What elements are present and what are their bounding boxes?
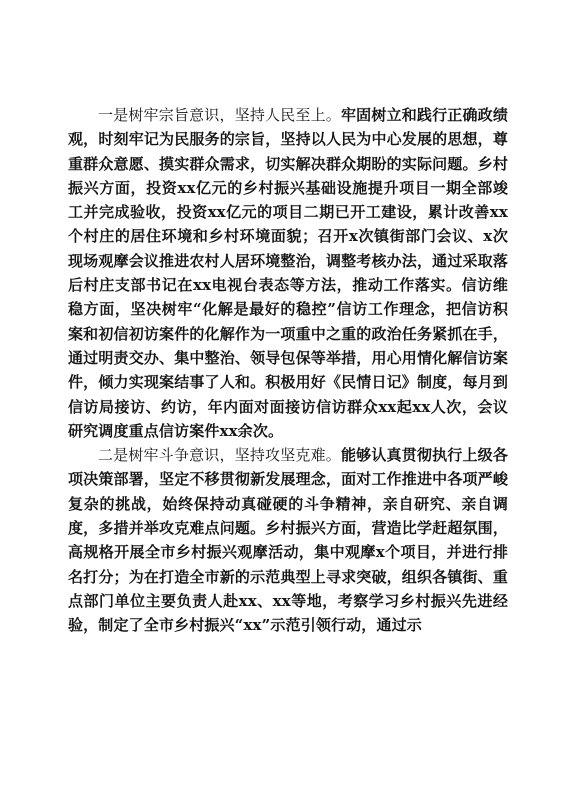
paragraph-2-lead: 二是树牢斗争意识，坚持攻坚克难。 [98, 446, 341, 465]
document-body [68, 103, 508, 638]
paragraph-1 [68, 103, 508, 443]
paragraph-2 [68, 443, 508, 637]
paragraph-1-body: 牢固树立和践行正确政绩观，时刻牢记为民服务的宗旨，坚持以人民为中心发展的思想，尊重群众意愿、摸实群众需求，切实解决群众期盼的实际问题。乡村振兴方面，投资xx亿元的乡村振兴基础设施提升项目一期全部竣工并完成验收，投资xx亿元的项目二期已开工建设，累计改善xx个村庄的居住环境和乡村环境面貌；召开x次镇街部门会议、x次现场观摩会议推进农村人居环境整治，调整考核办法，通过采取落后村庄支部书记在xx电视台表态等方法，推动工作落实。信访维稳方面，坚决树牢“化解是最好的稳控”信访工作理念，把信访积案和初信初访案件的化解作为一项重中之重的政治任务紧抓在手，通过明责交办、集中整治、领导包保等举措，用心用情化解信访案件，倾力实现案结事了人和。积极用好《民情日记》制度，每月到信访局接访、约访，年内面对面接访信访群众xx起xx人次，会议研究调度重点信访案件xx余次。 [68, 106, 508, 440]
paragraph-1-lead: 一是树牢宗旨意识，坚持人民至上。 [98, 106, 341, 124]
paragraph-2-body: 能够认真贯彻执行上级各项决策部署，坚定不移贯彻新发展理念，面对工作推进中各项严峻复杂的挑战，始终保持动真碰硬的斗争精神，亲自研究、亲自调度，多措并举攻克难点问题。乡村振兴方面，营造比学赶超氛围，高规格开展全市乡村振兴观摩活动，集中观摩x个项目，并进行排名打分；为在打造全市新的示范典型上寻求突破，组织各镇街、重点部门单位主要负责人赴xx、xx等地，考察学习乡村振兴先进经验，制定了全市乡村振兴“xx”示范引领行动，通过示 [68, 446, 508, 635]
